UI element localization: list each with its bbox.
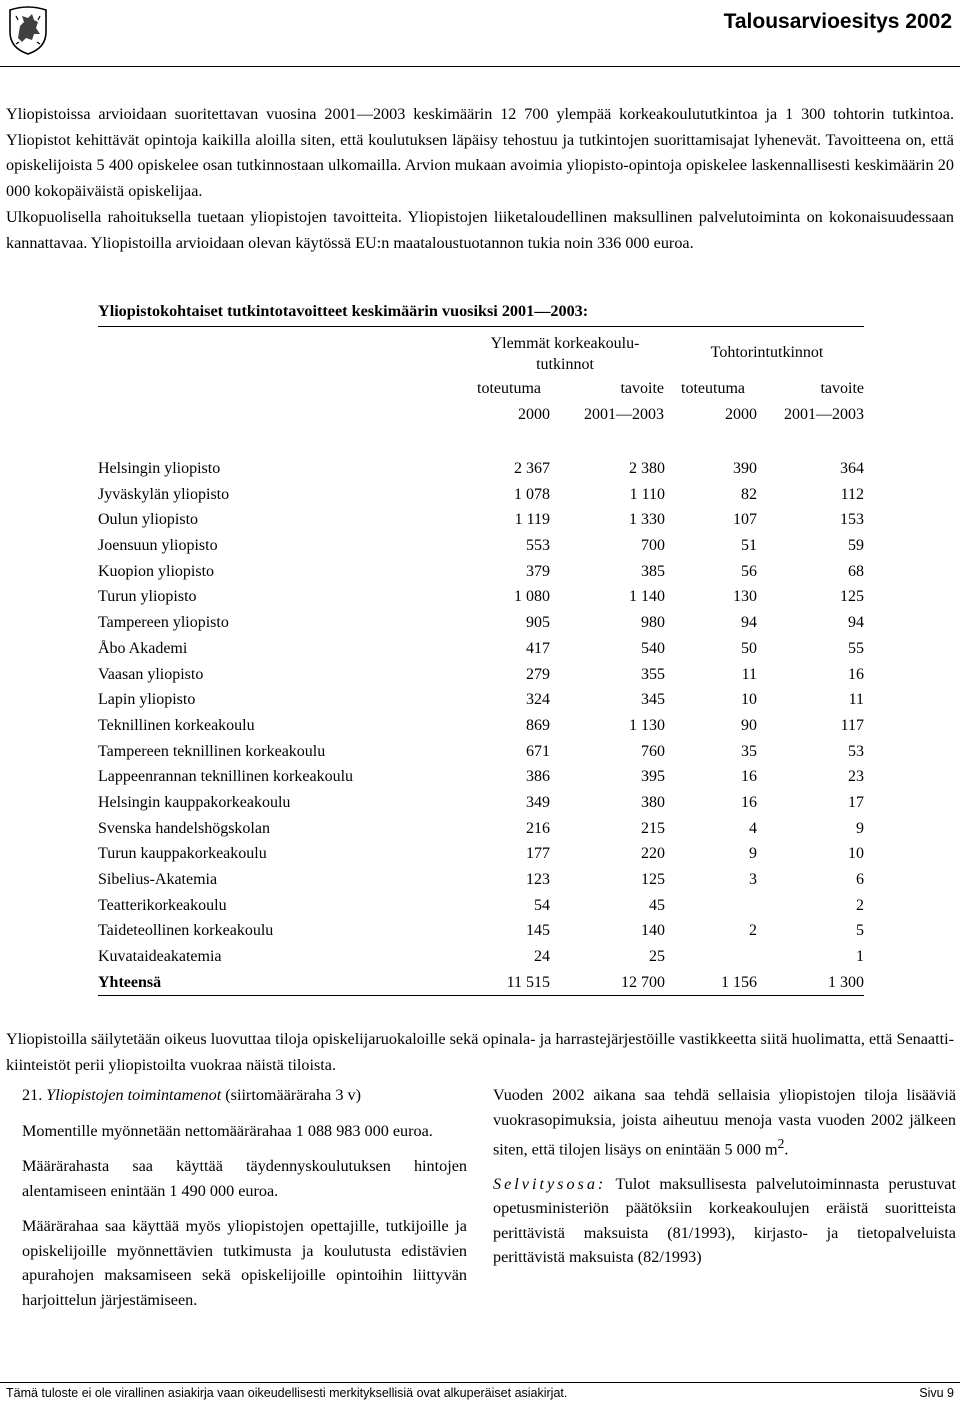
table-row: [98, 843, 864, 869]
table-cell: 220: [641, 845, 665, 863]
col-header-tavoite-2: tavoite: [820, 380, 864, 397]
table-cell: 25: [649, 948, 665, 966]
table-row: [98, 920, 864, 946]
table-cell: 671: [526, 742, 550, 760]
table-row: [98, 509, 864, 535]
table-cell: 90: [741, 716, 757, 734]
table-cell: 10: [741, 691, 757, 709]
table-row: [98, 638, 864, 664]
column-group-masters: Ylemmät korkeakoulu-tutkinnot: [490, 335, 640, 373]
table-cell: 55: [848, 639, 864, 657]
total-cell: 1 156: [721, 973, 757, 991]
item-21-heading: [22, 1083, 467, 1108]
table-cell: 1: [856, 948, 864, 966]
table-cell: 1 119: [514, 511, 550, 529]
table-row: [98, 715, 864, 741]
table-cell: 9: [749, 845, 757, 863]
table-cell: 112: [840, 485, 864, 503]
item-title: Yliopistojen toimintamenot: [46, 1086, 222, 1104]
header-divider: [0, 66, 960, 67]
col-header-toteutuma-1: toteutuma: [477, 380, 541, 397]
table-cell: 16: [741, 793, 757, 811]
table-row: [98, 792, 864, 818]
table-total-row: [98, 972, 864, 998]
table-cell: 2 367: [514, 460, 550, 477]
table-cell: 35: [741, 742, 757, 760]
item-number: 21.: [22, 1086, 43, 1104]
table-top-rule: [98, 326, 864, 327]
table-row: [98, 664, 864, 690]
table-cell: 869: [526, 716, 550, 734]
finnish-lion-crest-icon: [6, 4, 50, 56]
table-cell: 2: [856, 896, 864, 914]
table-row: [98, 561, 864, 587]
university-name: Turun yliopisto: [98, 588, 197, 606]
university-name: Joensuun yliopisto: [98, 537, 218, 555]
table-cell: 417: [526, 639, 550, 657]
col-year-range-2: 2001—2003: [784, 406, 864, 423]
table-cell: 11: [848, 691, 864, 709]
item-21-paragraph-1: Momentille myönnetään nettomäärärahaa 1 088 983 000 euroa.: [22, 1121, 433, 1140]
table-cell: 760: [641, 742, 665, 760]
table-cell: 1 330: [629, 511, 665, 529]
table-row: [98, 458, 864, 484]
table-cell: 10: [848, 845, 864, 863]
table-cell: 82: [741, 485, 757, 503]
table-cell: 45: [649, 896, 665, 914]
table-cell: 5: [856, 922, 864, 940]
table-row: [98, 766, 864, 792]
table-cell: 395: [641, 768, 665, 786]
table-cell: 379: [526, 562, 550, 580]
table-cell: 50: [741, 639, 757, 657]
table-cell: 24: [534, 948, 550, 966]
total-cell: 12 700: [621, 973, 665, 991]
table-cell: 355: [641, 665, 665, 683]
table-cell: 123: [526, 871, 550, 888]
table-cell: 23: [848, 768, 864, 786]
intro-paragraph-2: Ulkopuolisella rahoituksella tuetaan yliopistojen tavoitteita. Yliopistojen liiketaloudellinen maksullinen palvelutoiminta on kokonaisuudessaan kannattavaa. Yliopistoilla arvioidaan olevan käytössä EU:n maataloustuotannon tukia noin 336 000 euroa.: [6, 208, 954, 252]
table-body: [98, 458, 864, 997]
table-cell: 1 140: [629, 588, 665, 606]
table-cell: 16: [741, 768, 757, 786]
table-row: [98, 612, 864, 638]
page-number: Sivu 9: [919, 1386, 954, 1400]
table-cell: 1 110: [629, 485, 665, 503]
table-cell: 349: [526, 793, 550, 811]
table-cell: 216: [526, 819, 550, 837]
selvitysosa-label: Selvitysosa:: [493, 1174, 607, 1193]
table-cell: 386: [526, 768, 550, 786]
university-name: Taideteollinen korkeakoulu: [98, 922, 274, 940]
university-name: Tampereen teknillinen korkeakoulu: [98, 742, 326, 760]
footer-note: Tämä tuloste ei ole virallinen asiakirja vaan oikeudellisesti merkityksellisiä ovat alkuperäiset asiakirjat.: [6, 1386, 568, 1400]
table-cell: 385: [641, 562, 665, 580]
table-cell: 117: [840, 716, 864, 734]
university-name: Åbo Akademi: [98, 639, 188, 657]
col-year-2000-1: 2000: [518, 406, 550, 423]
university-name: Jyväskylän yliopisto: [98, 485, 230, 503]
right-p1-end: .: [784, 1140, 789, 1159]
table-row: [98, 818, 864, 844]
col-header-tavoite-1: tavoite: [620, 380, 664, 397]
table-cell: 553: [526, 537, 550, 555]
table-cell: 980: [641, 614, 665, 632]
university-name: Lappeenrannan teknillinen korkeakoulu: [98, 768, 354, 786]
university-name: Oulun yliopisto: [98, 511, 199, 529]
right-paragraph-1: [493, 1083, 956, 1162]
table-cell: 94: [741, 614, 757, 632]
col-year-range-1: 2001—2003: [584, 406, 664, 423]
university-name: Vaasan yliopisto: [98, 665, 204, 683]
table-cell: 125: [840, 588, 864, 606]
university-name: Svenska handelshögskolan: [98, 819, 270, 837]
table-cell: 130: [733, 588, 757, 606]
table-row: [98, 869, 864, 895]
right-paragraph-2: [493, 1172, 956, 1270]
table-row: [98, 946, 864, 972]
table-cell: 56: [741, 562, 757, 580]
item-21-paragraph-2: Määrärahasta saa käyttää täydennyskoulutuksen hintojen alentamiseen enintään 1 490 000 euroa.: [22, 1157, 467, 1200]
university-name: Turun kauppakorkeakoulu: [98, 845, 267, 863]
col-year-2000-2: 2000: [725, 406, 757, 423]
table-cell: 3: [749, 871, 757, 888]
table-cell: 16: [848, 665, 864, 683]
table-cell: 324: [526, 691, 550, 709]
right-p2-text: Tulot maksullisesta palvelutoiminnasta perustuvat opetusministeriön päätöksiin korkeakoulujen eräistä suoritteista perittävistä maksuista (81/1993), kirjasto- ja tietopalveluista perittävistä maksuista (82/1993): [493, 1174, 956, 1267]
table-cell: 390: [733, 460, 757, 477]
table-cell: 59: [848, 537, 864, 555]
table-cell: 2: [749, 922, 757, 940]
footer-divider: [0, 1382, 960, 1383]
university-name: Lapin yliopisto: [98, 691, 196, 709]
table-row: [98, 535, 864, 561]
table-cell: 107: [733, 511, 757, 529]
total-cell: 11 515: [506, 973, 550, 991]
table-cell: 51: [741, 537, 757, 555]
table-row: [98, 895, 864, 921]
table-cell: 345: [641, 691, 665, 709]
university-name: Helsingin yliopisto: [98, 460, 221, 477]
table-cell: 145: [526, 922, 550, 940]
table-cell: 380: [641, 793, 665, 811]
university-name: Teatterikorkeakoulu: [98, 896, 227, 914]
table-cell: 2 380: [629, 460, 665, 477]
university-name: Sibelius-Akatemia: [98, 871, 218, 888]
total-rule: [98, 995, 864, 996]
document-title: Talousarvioesitys 2002: [723, 10, 952, 33]
table-cell: 94: [848, 614, 864, 632]
right-p1-text: Vuoden 2002 aikana saa tehdä sellaisia yliopistojen tiloja lisääviä vuokrasopimuksia, joista aiheutuu menoja vasta vuoden 2002 jälkeen siten, että tilojen lisäys on enintään 5 000 m: [493, 1086, 956, 1159]
table-row: [98, 586, 864, 612]
university-name: Kuvataideakatemia: [98, 948, 222, 966]
item-21-paragraph-3: Määrärahaa saa käyttää myös yliopistojen opettajille, tutkijoille ja opiskelijoille myönnettävien tutkimusta ja koulutusta edistävien apurahojen maksamiseen sekä opiskelijoille opintoihin liittyvän harjoittelun järjestämiseen.: [22, 1217, 467, 1309]
table-cell: 279: [526, 665, 550, 683]
table-cell: 215: [641, 819, 665, 837]
table-cell: 153: [840, 511, 864, 529]
intro-paragraph-1: Yliopistoissa arvioidaan suoritettavan vuosina 2001—2003 keskimäärin 12 700 ylempää korkeakoulututkintoa ja 1 300 tohtorin tutkintoa. Yliopistot kehittävät opintoja kaikilla aloilla siten, että koulutuksen läpäisy tehostuu ja tutkintojen suorittamisajat lyhenevät. Tavoitteena on, että opiskelijoista 5 400 opiskelee osan tutkinnostaan ulkomailla. Arvion mukaan avoimia yliopisto-opintoja opiskelee laskennallisesti keskimäärin 20 000 kokopäiväistä opiskelijaa.: [6, 105, 954, 200]
table-cell: 17: [848, 793, 864, 811]
table-cell: 125: [641, 871, 665, 888]
table-cell: 540: [641, 639, 665, 657]
column-group-doctorates: Tohtorintutkinnot: [710, 344, 824, 361]
table-cell: 177: [526, 845, 550, 863]
university-name: Teknillinen korkeakoulu: [98, 716, 255, 734]
table-cell: 53: [848, 742, 864, 760]
total-cell: 1 300: [828, 973, 864, 991]
table-cell: 6: [856, 871, 864, 888]
university-name: Helsingin kauppakorkeakoulu: [98, 793, 291, 811]
total-label: Yhteensä: [98, 973, 162, 991]
table-cell: 700: [641, 537, 665, 555]
table-row: [98, 689, 864, 715]
table-cell: 4: [749, 819, 757, 837]
table-cell: 9: [856, 819, 864, 837]
table-row: [98, 484, 864, 510]
university-name: Kuopion yliopisto: [98, 562, 215, 580]
right-column: [493, 1083, 956, 1280]
table-cell: 54: [534, 896, 550, 914]
col-header-toteutuma-2: toteutuma: [681, 380, 745, 397]
item-21-column: [22, 1083, 467, 1323]
table-cell: 140: [641, 922, 665, 940]
table-cell: 364: [840, 460, 864, 477]
table-cell: 68: [848, 562, 864, 580]
after-table-paragraph: Yliopistoilla säilytetään oikeus luovuttaa tiloja opiskelijaruokaloille sekä opinala- ja harrastejärjestöille vastikkeetta siitä huolimatta, että Senaatti-kiinteistöt perii yliopistoilta vuokraa näistä tiloista.: [6, 1030, 954, 1074]
table-cell: 1 078: [514, 485, 550, 503]
university-name: Tampereen yliopisto: [98, 614, 229, 632]
table-cell: 11: [741, 665, 757, 683]
table-cell: 905: [526, 614, 550, 632]
table-title: Yliopistokohtaiset tutkintotavoitteet keskimäärin vuosiksi 2001—2003:: [98, 302, 589, 320]
table-row: [98, 741, 864, 767]
item-note: (siirtomääräraha 3 v): [225, 1086, 361, 1104]
right-p1-sup: 2: [777, 1136, 785, 1151]
table-cell: 1 080: [514, 588, 550, 606]
table-cell: 1 130: [629, 716, 665, 734]
